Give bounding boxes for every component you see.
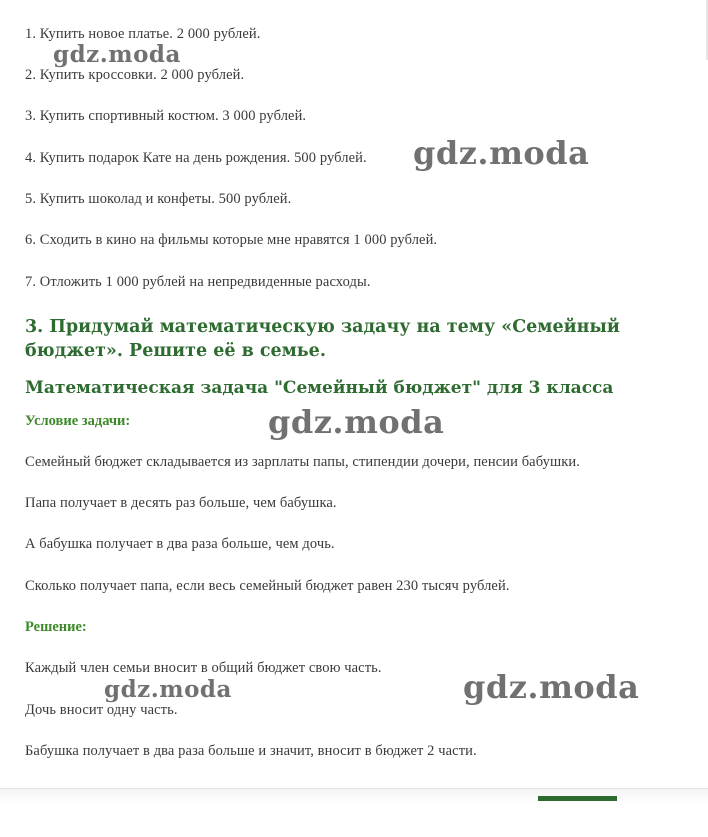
list-item: 3. Купить спортивный костюм. 3 000 рублей. — [25, 108, 307, 124]
solution-line: Бабушка получает в два раза больше и значит, вносит в бюджет 2 части. — [25, 743, 477, 759]
condition-line: А бабушка получает в два раза больше, чем дочь. — [25, 536, 335, 552]
solution-label: Решение: — [25, 619, 87, 635]
list-item: 4. Купить подарок Кате на день рождения. 500 рублей. — [25, 150, 367, 166]
green-tab-indicator[interactable] — [538, 796, 617, 801]
watermark-logo: gdz.moda — [104, 676, 232, 703]
watermark-logo: gdz.moda — [53, 41, 181, 68]
condition-line: Сколько получает папа, если весь семейный бюджет равен 230 тысяч рублей. — [25, 578, 510, 594]
section-heading: 3. Придумай математическую задачу на тему «Семейный бюджет». Решите её в семье. — [25, 317, 620, 361]
condition-label: Условие задачи: — [25, 413, 131, 429]
condition-line: Семейный бюджет складывается из зарплаты папы, стипендии дочери, пенсии бабушки. — [25, 454, 580, 470]
watermark-logo: gdz.moda — [268, 403, 445, 441]
condition-line: Папа получает в десять раз больше, чем бабушка. — [25, 495, 337, 511]
list-item: 7. Отложить 1 000 рублей на непредвиденные расходы. — [25, 274, 371, 290]
list-item: 6. Сходить в кино на фильмы которые мне нравятся 1 000 рублей. — [25, 232, 438, 248]
solution-line: Дочь вносит одну часть. — [25, 702, 178, 718]
list-item: 2. Купить кроссовки. 2 000 рублей. — [25, 67, 245, 83]
solution-line: Каждый член семьи вносит в общий бюджет свою часть. — [25, 660, 382, 676]
list-item: 5. Купить шоколад и конфеты. 500 рублей. — [25, 191, 292, 207]
list-item: 1. Купить новое платье. 2 000 рублей. — [25, 26, 261, 42]
watermark-logo: gdz.moda — [413, 134, 590, 172]
task-heading: Математическая задача "Семейный бюджет" для 3 класса — [25, 378, 614, 398]
watermark-logo: gdz.moda — [463, 668, 640, 706]
